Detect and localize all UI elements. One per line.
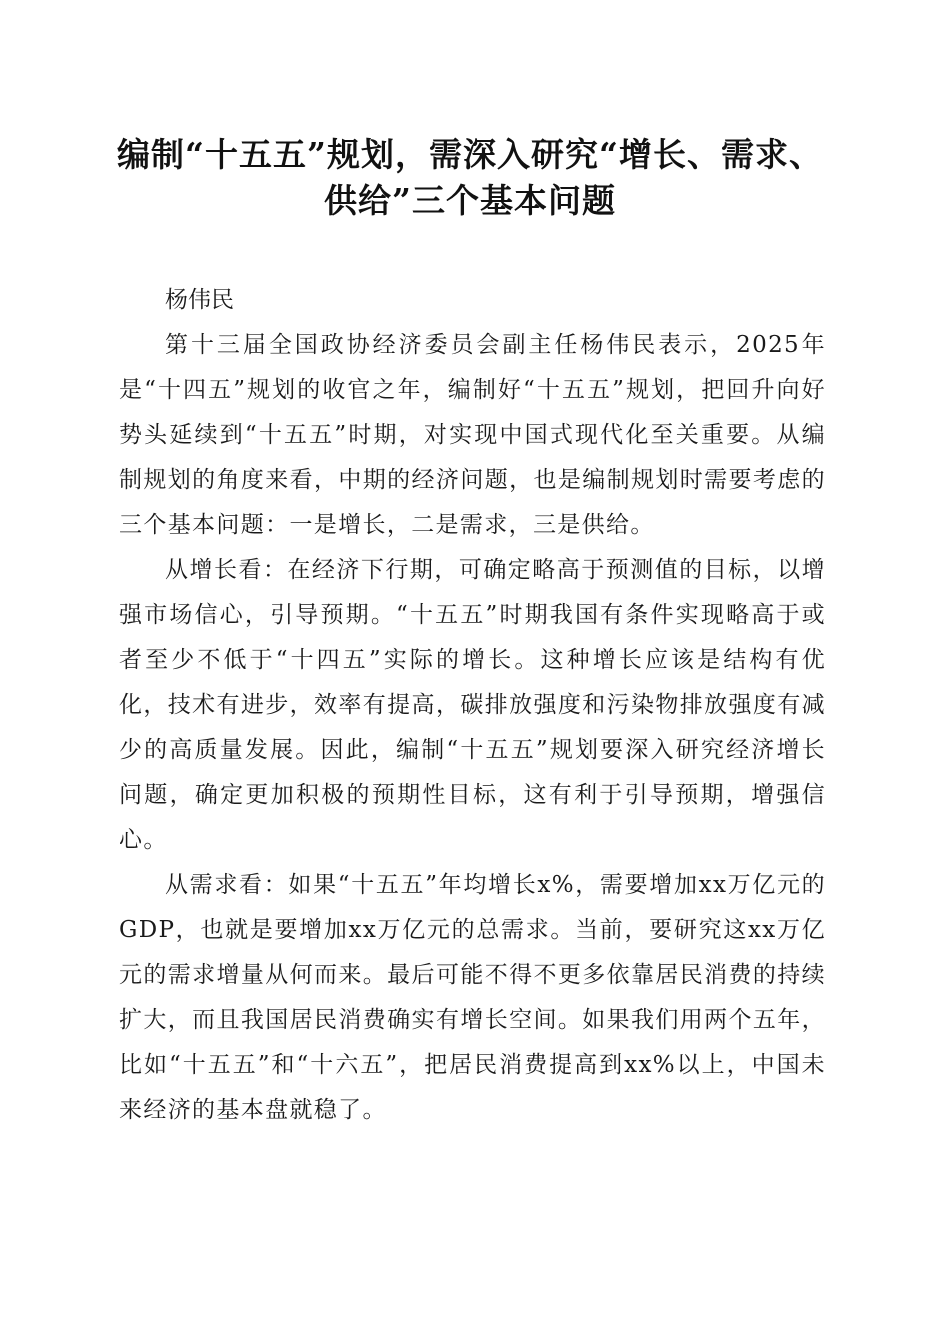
paragraph-growth: 从增长看：在经济下行期，可确定略高于预测值的目标，以增强市场信心，引导预期。“十五五”时期我国有条件实现略高于或者至少不低于“十四五”实际的增长。这种增长应该是结构有优化，技术有进步，效率有提高，碳排放强度和污染物排放强度有减少的高质量发展。因此，编制“十五五”规划要深入研究经济增长问题，确定更加积极的预期性目标，这有利于引导预期，增强信心。 [119,557,826,853]
author-name: 杨伟民 [165,287,234,313]
document-title: 编制“十五五”规划，需深入研究“增长、需求、供给”三个基本问题 [117,135,823,220]
paragraph-demand: 从需求看：如果“十五五”年均增长x%，需要增加xx万亿元的GDP，也就是要增加xx万亿元的总需求。当前，要研究这xx万亿元的需求增量从何而来。最后可能不得不更多依靠居民消费的持续扩大，而且我国居民消费确实有增长空间。如果我们用两个五年，比如“十五五”和“十六五”，把居民消费提高到xx%以上，中国未来经济的基本盘就稳了。 [119,872,826,1123]
document-body [119,278,826,1133]
paragraph-intro: 第十三届全国政协经济委员会副主任杨伟民表示，2025年是“十四五”规划的收官之年，编制好“十五五”规划，把回升向好势头延续到“十五五”时期，对实现中国式现代化至关重要。从编制规划的角度来看，中期的经济问题，也是编制规划时需要考虑的三个基本问题：一是增长，二是需求，三是供给。 [119,332,826,538]
